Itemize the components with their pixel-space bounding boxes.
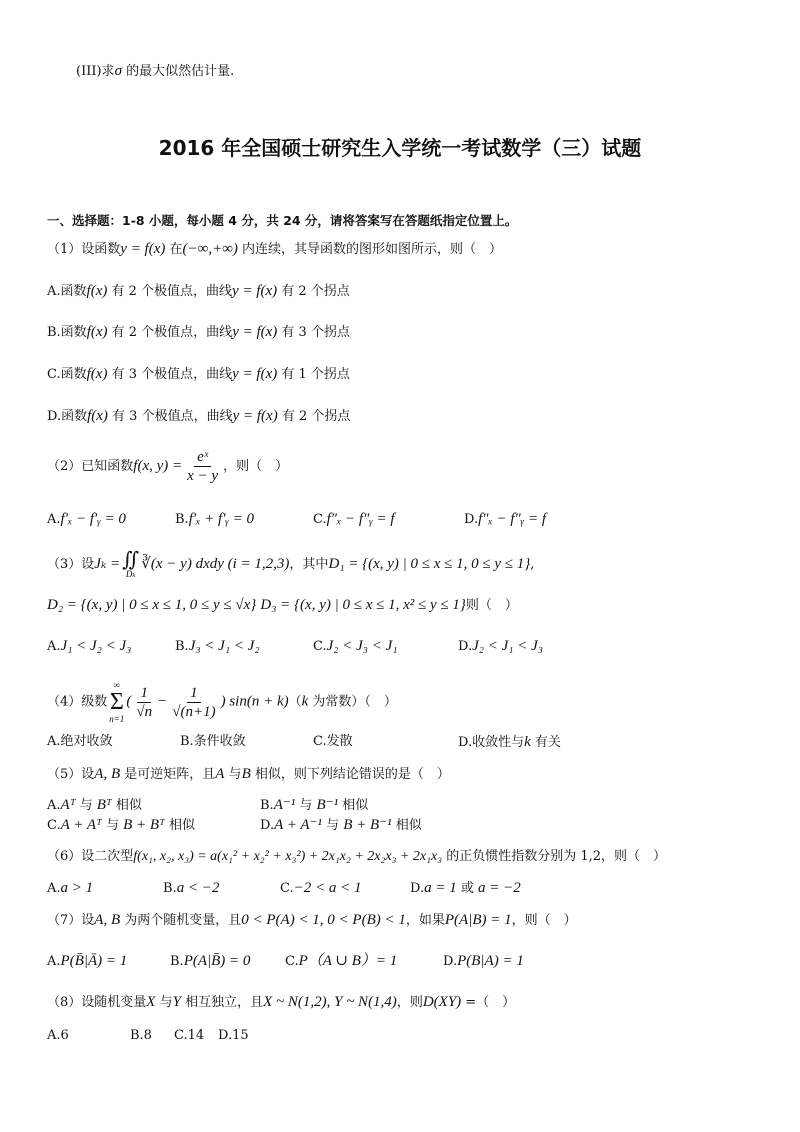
q6-text-1: （6）设二次型 <box>47 849 134 864</box>
q6-option-c <box>280 879 362 898</box>
q4-fraction-1 <box>133 684 155 721</box>
opt-text: 与 <box>295 798 317 813</box>
opt-math: J₃ < J₁ < J₂ <box>188 638 260 654</box>
q5-option-b <box>260 796 368 815</box>
opt-math: k <box>524 734 531 750</box>
opt-math: Bᵀ <box>96 797 112 813</box>
opt-label: D. <box>410 881 425 896</box>
opt-label: A. <box>47 881 61 896</box>
q3-option-b <box>175 637 260 656</box>
minus-sign: − <box>157 693 168 710</box>
q2-option-c <box>313 510 395 529</box>
q1-text-1: （1）设函数 <box>47 242 121 257</box>
opt-text: 相似 <box>338 798 369 813</box>
opt-math: B + Bᵀ <box>123 817 165 833</box>
opt-label: B. <box>175 639 189 654</box>
fraction-denominator: √n <box>136 703 153 720</box>
q7-text-3: ，如果 <box>405 913 445 928</box>
q3-math-4: D₂ = {(x, y) | 0 ≤ x ≤ 1, 0 ≤ y ≤ √x} <box>47 597 257 613</box>
opt-math: y = f(x) <box>232 283 278 299</box>
q1-text-2: 在 <box>165 242 183 257</box>
q8-stem <box>47 993 515 1012</box>
q4-fraction-2 <box>169 684 218 721</box>
opt-label: D. <box>443 954 458 969</box>
q8-option-a: A.6 <box>47 1028 69 1043</box>
q5-text-2: 是可逆矩阵，且 <box>120 767 216 782</box>
opt-text: 有 2 个拐点 <box>277 284 350 299</box>
q7-option-c <box>285 952 397 971</box>
sum-upper: ∞ <box>113 680 121 690</box>
opt-math: a > 1 <box>60 880 94 896</box>
q2-option-a <box>47 510 126 529</box>
paren-left: ( <box>126 693 132 710</box>
integral-domain: Dₖ <box>125 569 136 579</box>
opt-text: 有 3 个拐点 <box>277 325 350 340</box>
header-math: σ <box>114 63 122 79</box>
q7-text-1: （7）设 <box>47 913 95 928</box>
q3-option-a <box>47 637 131 656</box>
q2-text-2: ，则（ ） <box>223 459 289 474</box>
q8-text-2: 与 <box>155 995 173 1010</box>
q7-text-2: 为两个随机变量，且 <box>120 913 242 928</box>
q4-stem <box>47 680 397 724</box>
q4-option-d <box>458 733 561 752</box>
q8-text-1: （8）设随机变量 <box>47 995 147 1010</box>
opt-text: 相似 <box>391 818 422 833</box>
opt-math: f(x) <box>86 283 108 299</box>
opt-label: B. <box>260 798 274 813</box>
opt-math: a = −2 <box>477 880 521 896</box>
opt-math: f′ₓ − f′ᵧ = 0 <box>60 511 126 527</box>
header-line <box>76 62 234 81</box>
opt-label: C. <box>47 818 61 833</box>
q4-text-1: （4）级数 <box>47 694 108 710</box>
opt-math: A + A⁻¹ <box>274 817 322 833</box>
q3-text-1: （3）设 <box>47 557 95 572</box>
opt-math: f(x) <box>86 324 108 340</box>
opt-text: C.函数 <box>47 367 87 382</box>
opt-math: y = f(x) <box>232 408 278 424</box>
opt-label: B. <box>163 881 177 896</box>
q3-option-c <box>313 637 398 656</box>
q6-option-d <box>410 879 521 898</box>
q5-math-3: B <box>241 766 251 782</box>
opt-text: 有 2 个拐点 <box>277 409 351 424</box>
q3-text-2: ，其中 <box>289 557 329 572</box>
q1-text-3: 内连续，其导函数的图形如图所示，则（ ） <box>237 242 503 257</box>
fraction-numerator: eˣ <box>194 448 211 467</box>
opt-label: D. <box>464 512 479 527</box>
q4-option-a: A.绝对收敛 <box>47 734 113 749</box>
q3-text-4: 则（ ） <box>465 598 518 613</box>
q5-option-a <box>47 796 142 815</box>
fraction-denominator: x − y <box>187 468 219 484</box>
q2-option-d <box>464 510 546 529</box>
opt-label: A. <box>47 639 61 654</box>
q4-math-tail: ) sin(n + k) <box>220 693 289 710</box>
opt-math: P（A ∪ B）= 1 <box>298 953 398 969</box>
fraction-numerator: 1 <box>137 684 151 703</box>
q4-option-b: B.条件收敛 <box>180 734 246 749</box>
q1-option-c <box>47 365 350 384</box>
q3-math-3: D₁ = {(x, y) | 0 ≤ x ≤ 1, 0 ≤ y ≤ 1} <box>328 556 531 572</box>
opt-text: 有 2 个极值点，曲线 <box>107 284 233 299</box>
opt-text: 有关 <box>530 735 561 750</box>
q8-math-1: X <box>146 994 156 1010</box>
header-prefix: (III)求 <box>76 64 115 79</box>
opt-text: 有 3 个极值点，曲线 <box>107 367 233 382</box>
q7-math-2: 0 < P(A) < 1, 0 < P(B) < 1 <box>241 912 406 928</box>
q4-math-k: k <box>301 693 309 710</box>
opt-label: B. <box>170 954 184 969</box>
q6-option-a <box>47 879 93 898</box>
opt-text: 或 <box>456 881 478 896</box>
q5-math-1: A, B <box>94 766 121 782</box>
opt-math: P(B̄|Ā) = 1 <box>60 953 128 969</box>
q3-text-3: , <box>530 557 535 572</box>
integral-sign: ∬ <box>122 549 140 571</box>
opt-math: f″ₓ − f″ᵧ = f <box>478 511 547 527</box>
q8-text-5: =（ ） <box>461 995 516 1010</box>
sum-lower: n=1 <box>109 714 125 724</box>
opt-label: C. <box>313 639 327 654</box>
q7-option-b <box>170 952 250 971</box>
opt-math: f(x) <box>87 408 108 424</box>
opt-text: 有 2 个极值点，曲线 <box>107 325 233 340</box>
q2-stem <box>47 448 288 485</box>
opt-math: a < −2 <box>176 880 220 896</box>
opt-text: 有 1 个拐点 <box>277 367 350 382</box>
q3-math-1: Jₖ = <box>94 556 121 572</box>
opt-text: B.函数 <box>47 325 87 340</box>
opt-math: y = f(x) <box>232 324 278 340</box>
opt-math: J₁ < J₂ < J₃ <box>60 638 132 654</box>
opt-label: C. <box>285 954 299 969</box>
q7-text-4: ，则（ ） <box>511 913 577 928</box>
q7-math-1: A, B <box>94 912 121 928</box>
q3-option-d <box>458 637 543 656</box>
q5-option-c <box>47 816 195 835</box>
q7-option-d <box>443 952 524 971</box>
opt-label: A. <box>47 954 61 969</box>
header-suffix: 的最大似然估计量. <box>121 64 235 79</box>
opt-text: 与 <box>321 818 344 833</box>
opt-label: B. <box>175 512 189 527</box>
opt-math: f′ₓ + f′ᵧ = 0 <box>188 511 255 527</box>
opt-math: a = 1 <box>424 880 457 896</box>
q8-math-3: X ~ N(1,2), Y ~ N(1,4) <box>263 994 397 1010</box>
q1-stem <box>47 240 502 259</box>
opt-math: P(A|B̄) = 0 <box>183 953 251 969</box>
q1-math-1: y = f(x) <box>120 241 166 257</box>
opt-text: 相似 <box>164 818 195 833</box>
opt-math: B + B⁻¹ <box>343 817 392 833</box>
opt-text: D.收敛性与 <box>458 735 525 750</box>
double-integral-symbol <box>122 550 139 579</box>
q6-option-b <box>163 879 219 898</box>
opt-label: C. <box>313 512 327 527</box>
q1-math-2: (−∞,+∞) <box>182 241 238 257</box>
opt-label: D. <box>458 639 473 654</box>
opt-label: A. <box>47 798 61 813</box>
opt-text: 与 <box>101 818 124 833</box>
opt-math: f(x) <box>86 366 108 382</box>
q5-option-d <box>260 816 422 835</box>
q2-text-1: （2）已知函数 <box>47 459 134 474</box>
q1-option-b <box>47 323 350 342</box>
opt-math: J₂ < J₁ < J₃ <box>472 638 543 654</box>
opt-text: 与 <box>75 798 97 813</box>
opt-text: 相似 <box>111 798 142 813</box>
opt-text: 有 3 个极值点，曲线 <box>107 409 233 424</box>
q5-stem <box>47 765 450 784</box>
q5-text-1: （5）设 <box>47 767 95 782</box>
q8-option-c: C.14 <box>174 1028 205 1043</box>
opt-label: A. <box>47 512 61 527</box>
opt-math: A + Aᵀ <box>60 817 102 833</box>
opt-math: −2 < a < 1 <box>293 880 362 896</box>
opt-math: J₂ < J₃ < J₁ <box>326 638 398 654</box>
fraction-numerator: 1 <box>187 684 201 703</box>
opt-text: D.函数 <box>47 409 88 424</box>
fraction-denominator: √(n+1) <box>172 703 216 720</box>
opt-math: Aᵀ <box>60 797 76 813</box>
q6-math-1: f(x₁, x₂, x₃) = a(x₁² + x₂² + x₃²) + 2x₁x₂ + 2x₂x₃ + 2x₁x₃ <box>133 849 443 864</box>
q4-option-c: C.发散 <box>313 734 353 749</box>
q1-option-a <box>47 282 350 301</box>
q2-math-1: f(x, y) = <box>133 458 183 474</box>
q3-math-5: D₃ = {(x, y) | 0 ≤ x ≤ 1, x² ≤ y ≤ 1} <box>260 597 466 613</box>
q3-stem <box>47 550 534 579</box>
opt-text: A.函数 <box>47 284 87 299</box>
q8-math-2: Y <box>172 994 181 1010</box>
q7-stem <box>47 911 577 930</box>
sigma-sign: Σ <box>109 689 124 715</box>
section-heading: 一、选择题：1-8 小题，每小题 4 分，共 24 分，请将答案写在答题纸指定位置上。 <box>47 213 518 228</box>
q8-text-4: ，则 <box>396 995 423 1010</box>
q5-math-2: A <box>215 766 225 782</box>
q3-math-2: ∛(x − y) dxdy (i = 1,2,3) <box>141 556 290 572</box>
q5-text-4: 相似，则下列结论错误的是（ ） <box>250 767 450 782</box>
summation-symbol <box>109 680 124 724</box>
q5-text-3: 与 <box>224 767 242 782</box>
opt-math: P(B|A) = 1 <box>457 953 524 969</box>
opt-label: D. <box>260 818 275 833</box>
q1-option-d <box>47 407 350 426</box>
opt-label: C. <box>280 881 294 896</box>
q4-text-3: 为常数）（ ） <box>308 694 397 710</box>
q2-fraction <box>184 448 221 485</box>
q7-option-a <box>47 952 127 971</box>
opt-math: B⁻¹ <box>316 797 339 813</box>
page-title: 2016 年全国硕士研究生入学统一考试数学（三）试题 <box>158 136 642 160</box>
q7-math-3: P(A|B) = 1 <box>444 912 512 928</box>
q8-text-3: 相互独立，且 <box>180 995 264 1010</box>
q6-text-2: 的正负惯性指数分别为 1,2，则（ ） <box>442 849 667 864</box>
q8-math-4: D(XY) <box>422 994 462 1010</box>
opt-math: y = f(x) <box>232 366 278 382</box>
q2-option-b <box>175 510 254 529</box>
q4-text-2: （ <box>288 694 302 710</box>
q8-option-d: D.15 <box>218 1028 249 1043</box>
q6-stem <box>47 848 666 866</box>
q8-option-b: B.8 <box>130 1028 152 1043</box>
opt-math: A⁻¹ <box>273 797 296 813</box>
opt-math: f″ₓ − f″ᵧ = f <box>326 511 395 527</box>
q3-stem-cont <box>47 596 518 615</box>
